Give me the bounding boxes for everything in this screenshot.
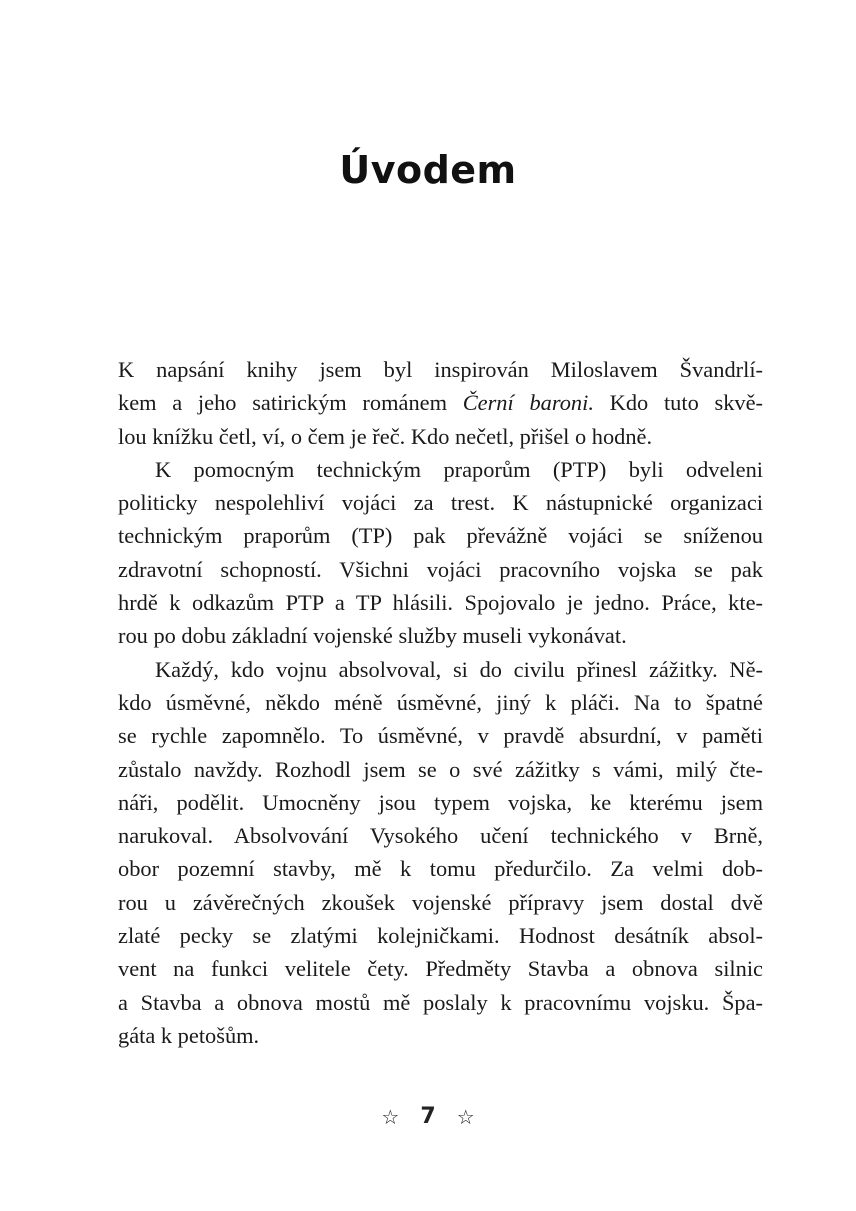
star-icon: ☆ xyxy=(456,1104,475,1129)
text-segment: Kdo tuto skvě- xyxy=(593,390,763,416)
text-line: politicky nespolehliví vojáci za trest. K nástupnické organizaci xyxy=(118,490,763,516)
text-line: K napsání knihy jsem byl inspirován Miloslavem Švandrlí- xyxy=(118,357,763,382)
text-line: rou u závěrečných zkoušek vojenské přípravy jsem dostal dvě xyxy=(118,889,763,915)
page-footer xyxy=(0,1104,856,1129)
text-line: se rychle zapomnělo. To úsměvné, v pravdě absurdní, v paměti xyxy=(118,723,763,749)
text-line: K pomocným technickým praporům (PTP) byli odveleni xyxy=(155,456,763,482)
text-line xyxy=(118,386,763,419)
star-icon: ☆ xyxy=(381,1104,400,1129)
text-line: zlaté pecky se zlatými kolejničkami. Hodnost desátník absol- xyxy=(118,923,763,949)
text-line: vent na funkci velitele čety. Předměty Stavba a obnova silnic xyxy=(118,956,763,982)
text-line: rou po dobu základní vojenské služby museli vykonávat. xyxy=(118,623,627,649)
text-segment: kem a jeho satirickým románem xyxy=(118,390,463,416)
text-line: narukoval. Absolvování Vysokého učení technického v Brně, xyxy=(118,823,763,849)
text-line: Každý, kdo vojnu absolvoval, si do civilu přinesl zážitky. Ně- xyxy=(155,656,763,682)
chapter-title: Úvodem xyxy=(339,148,517,192)
text-line: obor pozemní stavby, mě k tomu předurčilo. Za velmi dob- xyxy=(118,856,763,882)
body-text xyxy=(118,353,763,1052)
text-line: hrdě k odkazům PTP a TP hlásili. Spojovalo je jedno. Práce, kte- xyxy=(118,590,763,616)
page-number: 7 xyxy=(420,1104,436,1129)
text-line: gáta k petošům. xyxy=(118,1022,260,1048)
text-line: zdravotní schopností. Všichni vojáci pracovního vojska se pak xyxy=(118,556,763,582)
text-line: technickým praporům (TP) pak převážně vojáci se sníženou xyxy=(118,523,763,549)
book-title: Černí baroni. xyxy=(462,390,594,416)
text-line: a Stavba a obnova mostů mě poslaly k pracovnímu vojsku. Špa- xyxy=(118,989,763,1015)
text-line: lou knížku četl, ví, o čem je řeč. Kdo nečetl, přišel o hodně. xyxy=(118,423,653,449)
text-line: zůstalo navždy. Rozhodl jsem se o své zážitky s vámi, milý čte- xyxy=(118,756,763,782)
text-line: kdo úsměvné, někdo méně úsměvné, jiný k pláči. Na to špatné xyxy=(118,689,763,715)
text-line: náři, podělit. Umocněny jsou typem vojska, ke kterému jsem xyxy=(118,789,763,815)
